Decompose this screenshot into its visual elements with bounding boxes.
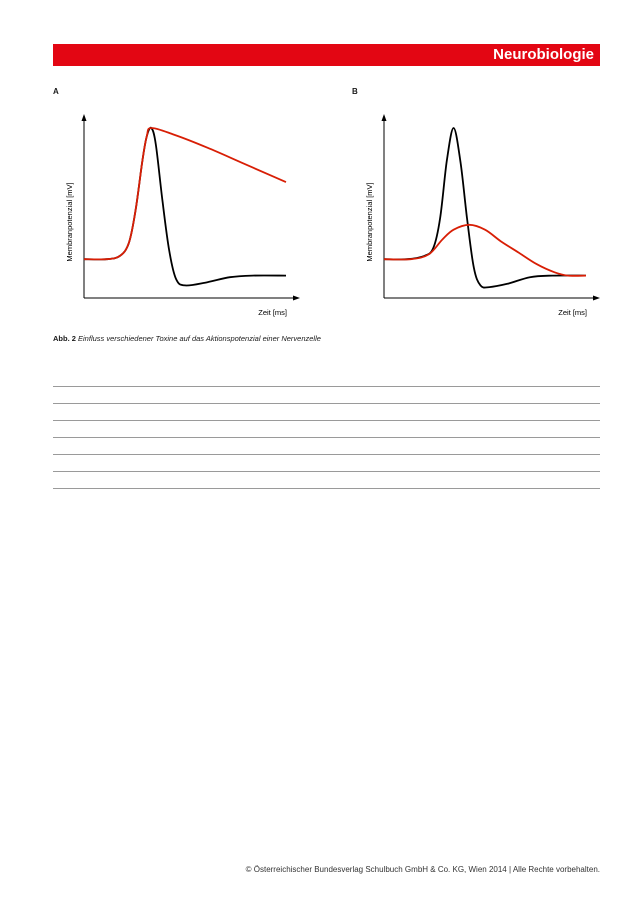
caption-prefix: Abb. 2 [53, 334, 76, 343]
writing-line [53, 488, 600, 489]
caption-text: Einfluss verschiedener Toxine auf das Aktionspotenzial einer Nervenzelle [78, 334, 321, 343]
red-series-line [84, 128, 286, 259]
y-axis-arrow [82, 114, 87, 121]
section-header-bar [53, 44, 600, 66]
x-axis-label: Zeit [ms] [258, 308, 287, 317]
y-axis-arrow [382, 114, 387, 121]
writing-line [53, 386, 600, 387]
writing-line [53, 403, 600, 404]
black-series-line [84, 128, 286, 286]
y-axis-label: Membranpotenzial [mV] [65, 182, 74, 262]
chart-b [360, 110, 610, 325]
writing-line [53, 420, 600, 421]
black-series-line [384, 128, 586, 288]
chart-a [60, 110, 310, 325]
y-axis-label: Membranpotenzial [mV] [365, 182, 374, 262]
figure-caption [53, 334, 321, 343]
panel-label-b: B [352, 87, 358, 96]
section-title: Neurobiologie [493, 46, 594, 63]
writing-line [53, 471, 600, 472]
copyright-footer: © Österreichischer Bundesverlag Schulbuch GmbH & Co. KG, Wien 2014 | Alle Rechte vorbehalten. [245, 865, 600, 874]
x-axis-arrow [293, 296, 300, 301]
red-series-line [384, 225, 586, 276]
writing-line [53, 437, 600, 438]
writing-line [53, 454, 600, 455]
x-axis-label: Zeit [ms] [558, 308, 587, 317]
panel-label-a: A [53, 87, 59, 96]
x-axis-arrow [593, 296, 600, 301]
